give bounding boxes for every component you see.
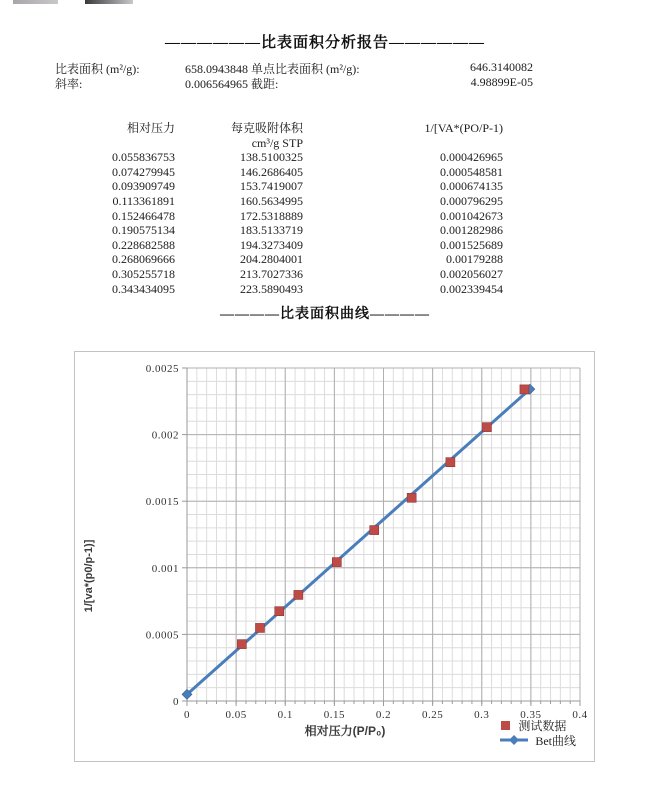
table-row <box>55 165 503 180</box>
slope-value-and-intercept-label <box>185 75 278 92</box>
col-header-adsorbed-volume: 每克吸附体积 <box>230 121 303 135</box>
bet-line-marker-icon <box>500 734 528 746</box>
bet-term-value: 0.000426965 <box>440 150 503 165</box>
svg-text:0.25: 0.25 <box>422 709 444 721</box>
table-row <box>55 252 503 267</box>
svg-text:0: 0 <box>173 696 179 708</box>
bet-term-value: 0.00179288 <box>446 252 503 267</box>
bet-term-value: 0.000796295 <box>440 193 503 208</box>
legend-label-bet-curve: Bet曲线 <box>535 733 576 748</box>
bet-term-value: 0.000548581 <box>440 164 503 179</box>
test-data-marker-icon <box>500 720 511 731</box>
svg-text:1/[va*(p0/p-1)]: 1/[va*(p0/p-1)] <box>83 539 95 613</box>
summary-section <box>0 60 650 90</box>
surface-area-value: 658.0943848 <box>185 62 248 76</box>
col-header-bet-term: 1/[VA*(PO/P-1) <box>424 121 503 135</box>
svg-text:0.0015: 0.0015 <box>145 496 179 509</box>
relative-pressure-value: 0.093909749 <box>112 179 175 194</box>
relative-pressure-value: 0.228682588 <box>112 237 175 252</box>
scan-artifact-bar <box>85 0 133 4</box>
adsorbed-volume-value: 146.2686405 <box>240 164 303 179</box>
report-title: ——————比表面积分析报告—————— <box>164 35 485 51</box>
svg-text:0.001: 0.001 <box>151 562 179 575</box>
chart-section-title: ————比表面积曲线———— <box>220 307 430 322</box>
table-unit-row <box>55 136 503 151</box>
adsorbed-volume-value: 223.5890493 <box>240 281 303 296</box>
adsorbed-volume-value: 153.7419007 <box>240 179 303 194</box>
adsorbed-volume-value: 194.3273409 <box>240 237 303 252</box>
relative-pressure-value: 0.113361891 <box>112 193 175 208</box>
data-table <box>55 121 503 296</box>
bet-term-value: 0.001525689 <box>440 237 503 252</box>
bet-term-value: 0.002056027 <box>440 266 503 281</box>
bet-term-value: 0.001042673 <box>440 208 503 223</box>
legend-label-test-data: 测试数据 <box>518 718 567 733</box>
col-header-relative-pressure: 相对压力 <box>126 121 175 135</box>
relative-pressure-value: 0.152466478 <box>112 208 175 223</box>
svg-text:0.0025: 0.0025 <box>145 363 179 375</box>
svg-text:0.05: 0.05 <box>225 709 247 721</box>
slope-value: 0.006564965 <box>185 77 248 91</box>
adsorbed-volume-value: 138.5100325 <box>240 150 303 165</box>
col-unit-adsorbed-volume: cm³/g STP <box>251 135 303 150</box>
surface-area-label: 比表面积 (m²/g): <box>55 62 140 76</box>
relative-pressure-value: 0.074279945 <box>112 164 175 179</box>
svg-text:0.3: 0.3 <box>474 709 490 721</box>
adsorbed-volume-value: 213.7027336 <box>240 266 303 281</box>
svg-text:0: 0 <box>184 709 190 721</box>
chart-legend <box>500 718 576 747</box>
table-row <box>55 150 503 165</box>
adsorbed-volume-value: 172.5318889 <box>240 208 303 223</box>
table-row <box>55 194 503 209</box>
adsorbed-volume-value: 204.2804001 <box>240 252 303 267</box>
bet-term-value: 0.002339454 <box>440 281 503 296</box>
svg-text:相对压力(P/P₀): 相对压力(P/P₀) <box>304 724 386 738</box>
svg-text:0.0005: 0.0005 <box>145 629 179 642</box>
bet-term-value: 0.001282986 <box>440 223 503 238</box>
single-point-surface-area-value: 646.3140082 <box>470 60 533 74</box>
relative-pressure-value: 0.055836753 <box>112 150 175 165</box>
scan-artifact-bar <box>13 0 58 4</box>
legend-entry-bet-curve <box>500 733 576 747</box>
table-row <box>55 179 503 194</box>
table-row <box>55 282 503 297</box>
svg-text:0.1: 0.1 <box>277 709 293 721</box>
svg-text:0.35: 0.35 <box>520 709 542 721</box>
svg-text:0.002: 0.002 <box>151 429 179 442</box>
table-header-row <box>55 121 503 136</box>
bet-term-value: 0.000674135 <box>440 179 503 194</box>
intercept-value: 4.98899E-05 <box>470 75 533 89</box>
intercept-label: 截距: <box>251 77 279 91</box>
relative-pressure-value: 0.190575134 <box>112 223 175 238</box>
adsorbed-volume-value: 183.5133719 <box>240 223 303 238</box>
svg-text:0.4: 0.4 <box>572 709 588 721</box>
summary-row <box>0 75 650 90</box>
table-row <box>55 209 503 224</box>
single-point-surface-area-label: 单点比表面积 (m²/g): <box>251 62 360 76</box>
svg-text:0.2: 0.2 <box>375 709 392 721</box>
relative-pressure-value: 0.305255718 <box>112 266 175 281</box>
slope-label: 斜率: <box>55 77 83 91</box>
svg-text:0.15: 0.15 <box>323 709 345 721</box>
table-row <box>55 238 503 253</box>
adsorbed-volume-value: 160.5634995 <box>240 193 303 208</box>
summary-row <box>0 60 650 75</box>
table-row <box>55 223 503 238</box>
relative-pressure-value: 0.268069666 <box>112 252 175 267</box>
table-row <box>55 267 503 282</box>
legend-entry-test-data <box>500 718 576 732</box>
bet-chart <box>74 351 595 762</box>
bet-chart-plot <box>75 352 594 761</box>
relative-pressure-value: 0.343434095 <box>112 281 175 296</box>
